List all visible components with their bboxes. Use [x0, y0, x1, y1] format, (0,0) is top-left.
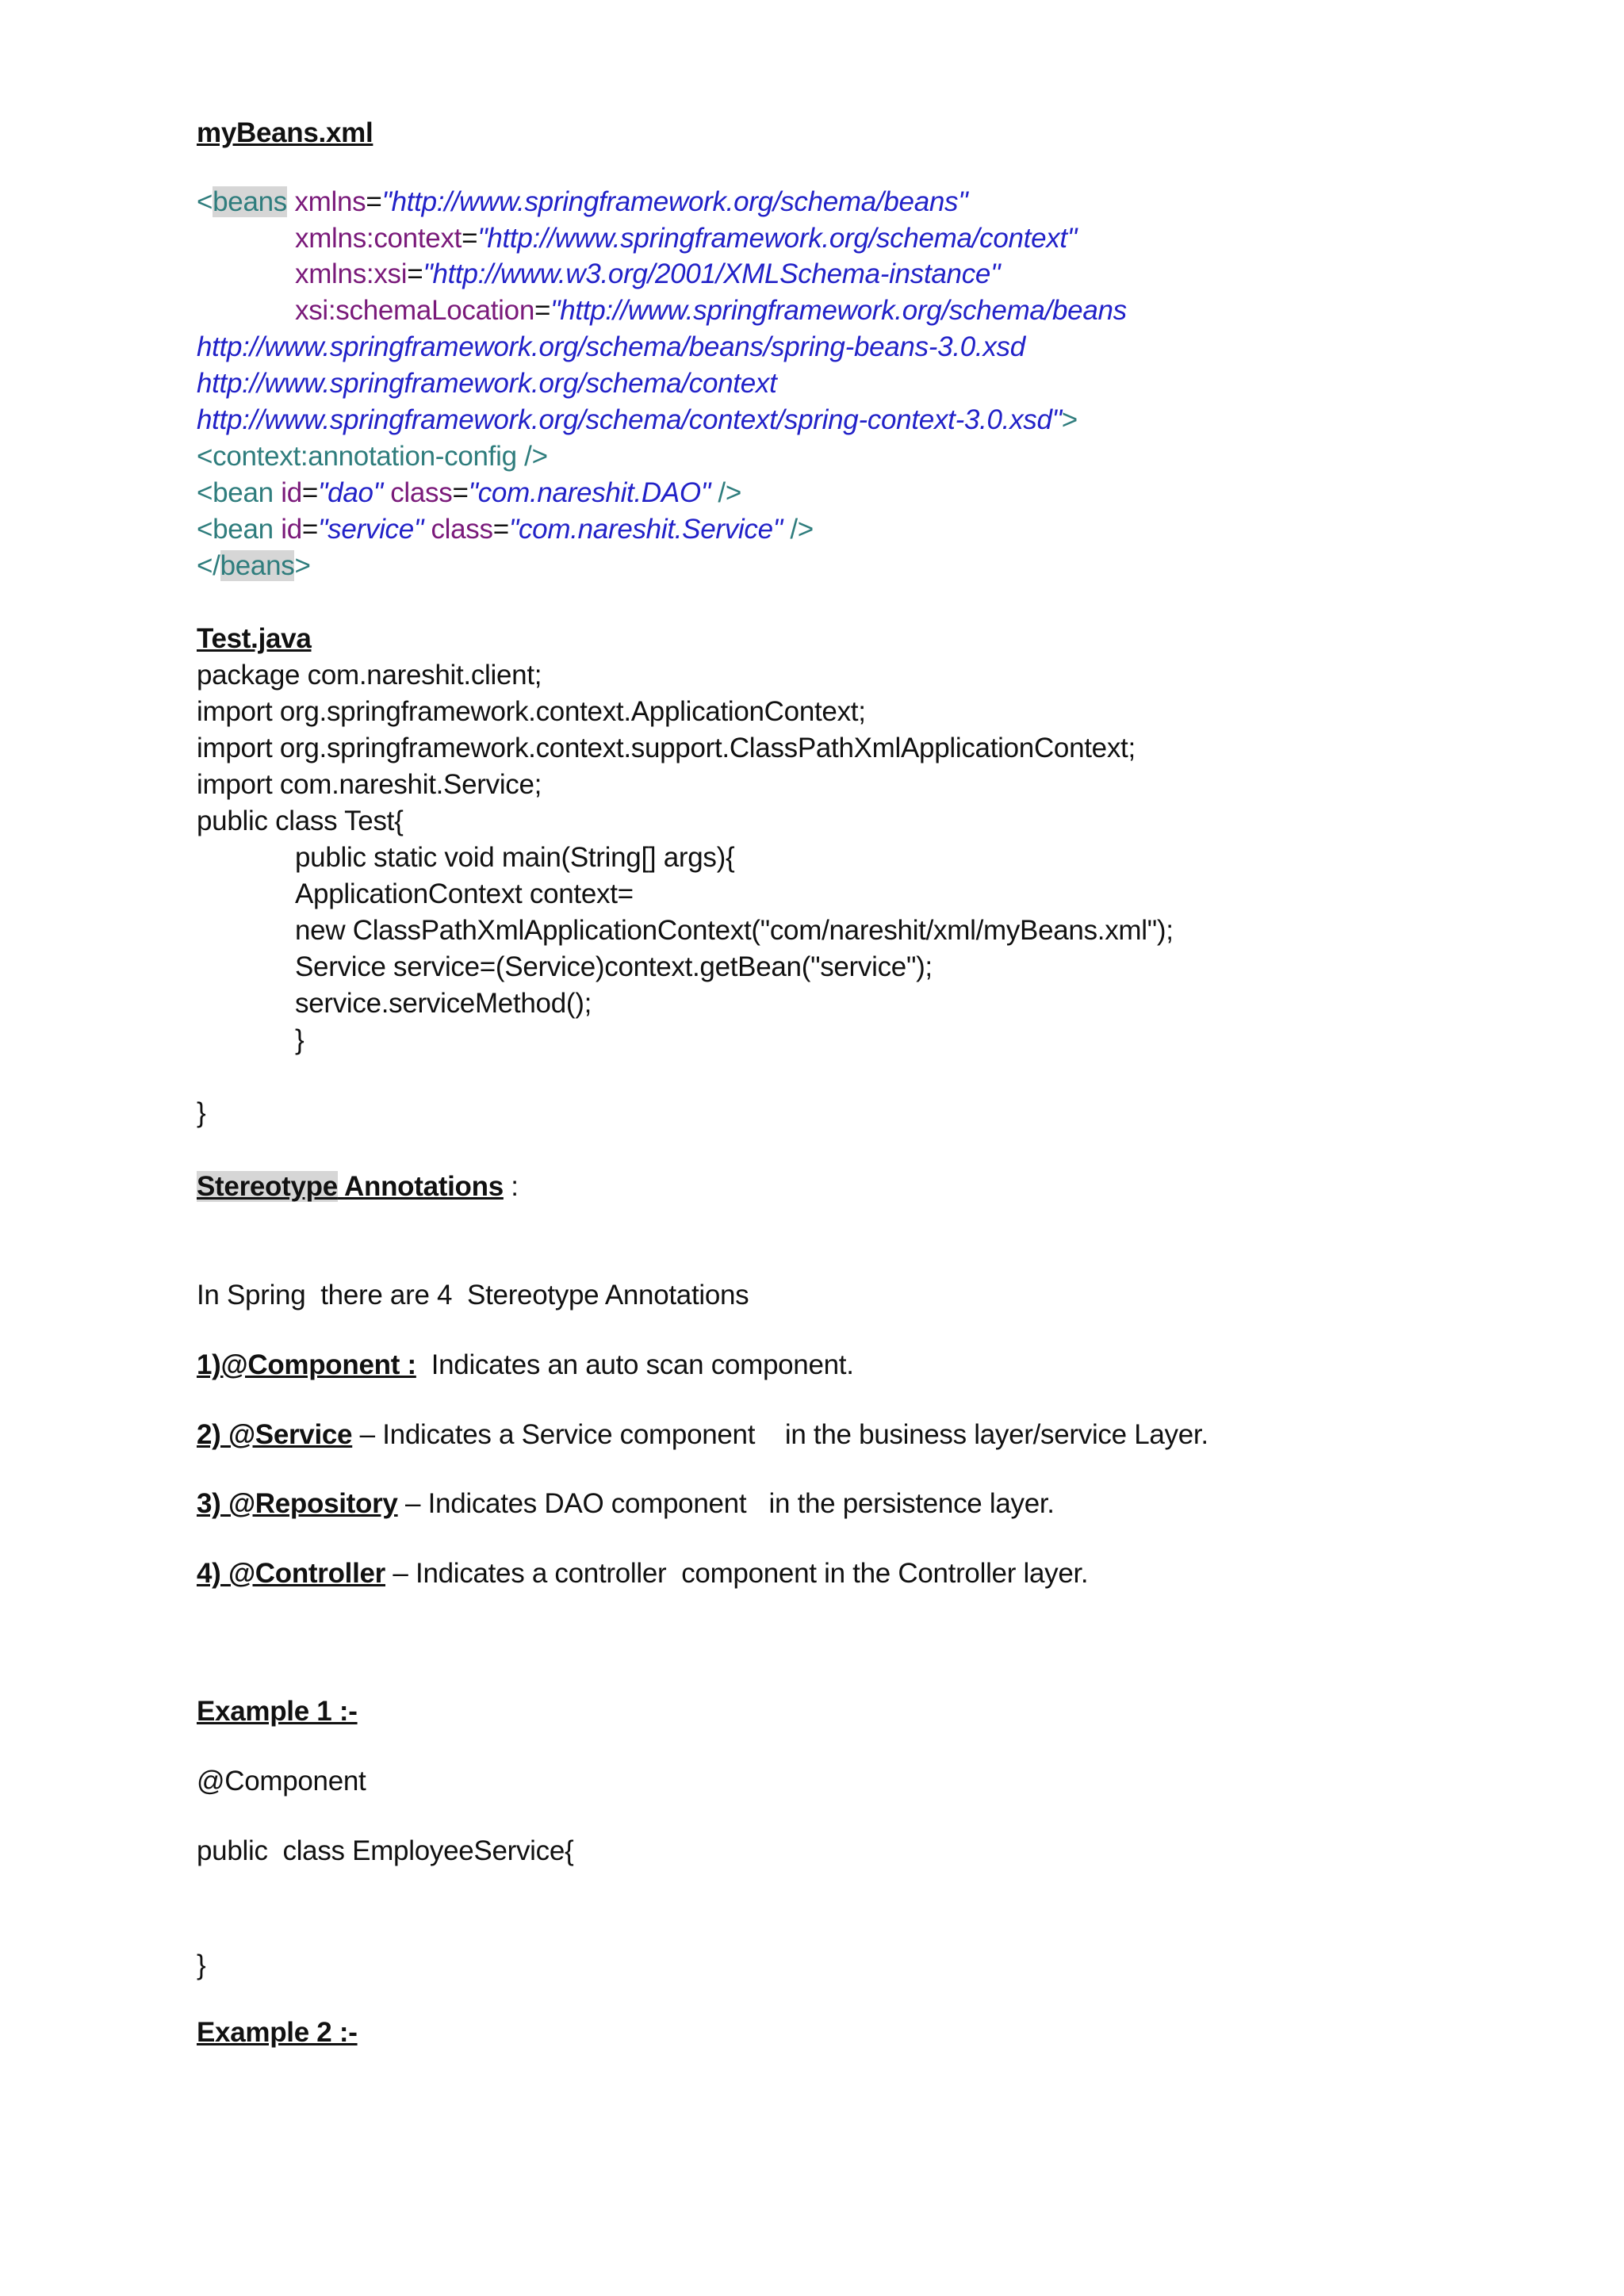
example-1-code-line: }	[197, 1950, 206, 1980]
annotation-item: 2) @Service – Indicates a Service component in the business layer/service Layer.	[197, 1419, 1208, 1450]
stereotype-heading: Stereotype Annotations :	[197, 1171, 519, 1202]
xml-line-bean-service: <bean id="service" class="com.nareshit.Service" />	[197, 514, 814, 545]
java-line: service.serviceMethod();	[295, 988, 592, 1019]
java-line: }	[295, 1024, 304, 1055]
example-2-title: Example 2 :-	[197, 2017, 358, 2048]
example-1-title: Example 1 :-	[197, 1696, 358, 1727]
java-file-title: Test.java	[197, 623, 312, 654]
java-line: new ClassPathXmlApplicationContext("com/nareshit/xml/myBeans.xml");	[295, 915, 1174, 946]
xml-line-xsi-ns: xmlns:xsi="http://www.w3.org/2001/XMLSchema-instance"	[295, 258, 1001, 289]
xml-line-beans-close: </beans>	[197, 550, 311, 581]
intro-text: In Spring there are 4 Stereotype Annotations	[197, 1280, 749, 1311]
xml-line-beans-open: <beans xmlns="http://www.springframework.org/schema/beans"	[197, 186, 968, 217]
xml-file-title: myBeans.xml	[197, 117, 373, 148]
xml-line-context-ns-url: http://www.springframework.org/schema/context	[197, 368, 777, 399]
xml-line-schema-location: xsi:schemaLocation="http://www.springframework.org/schema/beans	[295, 295, 1127, 326]
java-line: package com.nareshit.client;	[197, 660, 542, 691]
java-line: public static void main(String[] args){	[295, 842, 735, 873]
annotation-item: 4) @Controller – Indicates a controller component in the Controller layer.	[197, 1558, 1089, 1589]
example-1-code-line: public class EmployeeService{	[197, 1835, 574, 1866]
xml-line-beans-xsd: http://www.springframework.org/schema/beans/spring-beans-3.0.xsd	[197, 331, 1025, 362]
xml-line-context-ns: xmlns:context="http://www.springframework.org/schema/context"	[295, 223, 1077, 254]
annotation-item: 3) @Repository – Indicates DAO component in the persistence layer.	[197, 1488, 1055, 1519]
java-line: public class Test{	[197, 806, 404, 836]
xml-line-annotation-config: <context:annotation-config />	[197, 441, 548, 472]
java-line: ApplicationContext context=	[295, 878, 634, 909]
java-line: import org.springframework.context.ApplicationContext;	[197, 696, 866, 727]
xml-line-bean-dao: <bean id="dao" class="com.nareshit.DAO" />	[197, 477, 741, 508]
java-line: }	[197, 1097, 206, 1128]
xml-line-context-xsd: http://www.springframework.org/schema/context/spring-context-3.0.xsd">	[197, 404, 1078, 435]
annotation-item: 1)@Component : Indicates an auto scan component.	[197, 1349, 854, 1380]
java-line: import org.springframework.context.support.ClassPathXmlApplicationContext;	[197, 733, 1136, 763]
example-1-code-line: @Component	[197, 1766, 366, 1797]
java-line: Service service=(Service)context.getBean("service");	[295, 951, 933, 982]
java-line: import com.nareshit.Service;	[197, 769, 542, 800]
